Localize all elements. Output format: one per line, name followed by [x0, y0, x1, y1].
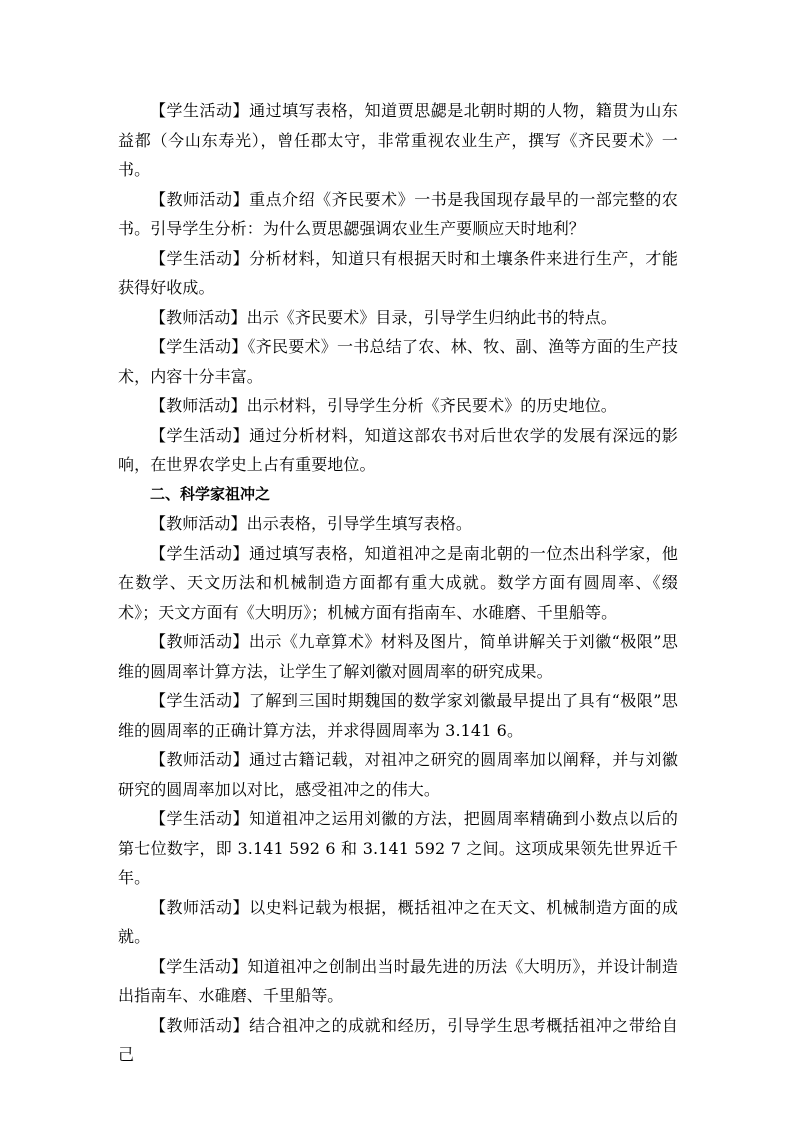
paragraph-text: 以史料记载为根据，概括祖冲之在天文、机械制造方面的成就。: [118, 897, 678, 946]
activity-tag: 【学生活动】: [150, 248, 250, 268]
paragraph-text: 出示材料，引导学生分析《齐民要术》的历史地位。: [246, 396, 617, 415]
paragraph-text: 知道祖冲之运用刘徽的方法，把圆周率精确到小数点以后的第七位数字，即 3.141 592 6 和 3.141 592 7 之间。这项成果领先世界近千年。: [118, 809, 678, 887]
paragraph-text: 知道祖冲之创制出当时最先进的历法《大明历》，并设计制造出指南车、水碓磨、千里船等。: [118, 956, 678, 1005]
paragraph-student-activity: [118, 332, 678, 391]
paragraph-text: 《齐民要术》一书总结了农、林、牧、副、渔等方面的生产技术，内容十分丰富。: [118, 337, 678, 386]
activity-tag: 【学生活动】: [150, 101, 250, 120]
section-heading: [118, 480, 678, 510]
paragraph-teacher-activity: [118, 391, 678, 421]
paragraph-text: 分析材料，知道只有根据天时和土壤条件来进行生产，才能获得好收成。: [118, 248, 678, 297]
activity-tag: 【教师活动】: [150, 396, 247, 415]
paragraph-text: 出示表格，引导学生填写表格。: [246, 514, 473, 533]
document-body: [118, 96, 678, 1070]
paragraph-text: 出示《九章算术》材料及图片，简单讲解关于刘徽“极限”思维的圆周率计算方法，让学生了解刘徽对圆周率的研究成果。: [118, 632, 678, 681]
activity-tag: 【学生活动】: [150, 809, 250, 828]
paragraph-text: 了解到三国时期魏国的数学家刘徽最早提出了具有“极限”思维的圆周率的正确计算方法，并求得圆周率为 3.141 6。: [118, 691, 678, 740]
activity-tag: 【学生活动】: [150, 543, 250, 563]
activity-tag: 【学生活动】: [150, 337, 248, 356]
paragraph-teacher-activity: [118, 745, 678, 804]
paragraph-teacher-activity: [118, 509, 678, 539]
paragraph-student-activity: [118, 96, 678, 185]
activity-tag: 【教师活动】: [150, 307, 247, 327]
paragraph-text: 出示《齐民要术》目录，引导学生归纳此书的特点。: [246, 307, 617, 327]
activity-tag: 【教师活动】: [150, 514, 247, 533]
paragraph-student-activity: [118, 421, 678, 480]
paragraph-text: 通过填写表格，知道祖冲之是南北朝的一位杰出科学家，他在数学、天文历法和机械制造方面都有重大成就。数学方面有圆周率、《缀术》；天文方面有《大明历》；机械方面有指南车、水碓磨、千里船等。: [118, 543, 678, 622]
activity-tag: 【教师活动】: [150, 1015, 250, 1035]
paragraph-text: 通过分析材料，知道这部农书对后世农学的发展有深远的影响，在世界农学史上占有重要地位。: [118, 425, 678, 474]
paragraph-student-activity: [118, 804, 678, 893]
activity-tag: 【学生活动】: [150, 691, 249, 710]
paragraph-text: 通过填写表格，知道贾思勰是北朝时期的人物，籍贯为山东益都（今山东寿光），曾任郡太守，非常重视农业生产，撰写《齐民要术》一书。: [118, 101, 678, 179]
paragraph-text: 通过古籍记载，对祖冲之研究的圆周率加以阐释，并与刘徽研究的圆周率加以对比，感受祖冲之的伟大。: [118, 750, 678, 799]
paragraph-student-activity: [118, 244, 678, 303]
activity-tag: 【教师活动】: [150, 897, 250, 917]
paragraph-teacher-activity: [118, 185, 678, 244]
paragraph-teacher-activity: [118, 303, 678, 333]
activity-tag: 【学生活动】: [150, 956, 248, 976]
activity-tag: 【教师活动】: [150, 189, 250, 209]
paragraph-teacher-activity: [118, 1011, 678, 1070]
paragraph-text: 重点介绍《齐民要术》一书是我国现存最早的一部完整的农书。引导学生分析：为什么贾思勰强调农业生产要顺应天时地利？: [118, 189, 678, 238]
paragraph-teacher-activity: [118, 627, 678, 686]
paragraph-text: 结合祖冲之的成就和经历，引导学生思考概括祖冲之带给自己: [118, 1015, 678, 1064]
activity-tag: 【学生活动】: [150, 425, 250, 445]
paragraph-teacher-activity: [118, 893, 678, 952]
activity-tag: 【教师活动】: [150, 750, 250, 769]
paragraph-student-activity: [118, 952, 678, 1011]
section-heading-text: 二、科学家祖冲之: [150, 484, 271, 503]
activity-tag: 【教师活动】: [150, 632, 249, 651]
paragraph-student-activity: [118, 539, 678, 628]
paragraph-student-activity: [118, 686, 678, 745]
